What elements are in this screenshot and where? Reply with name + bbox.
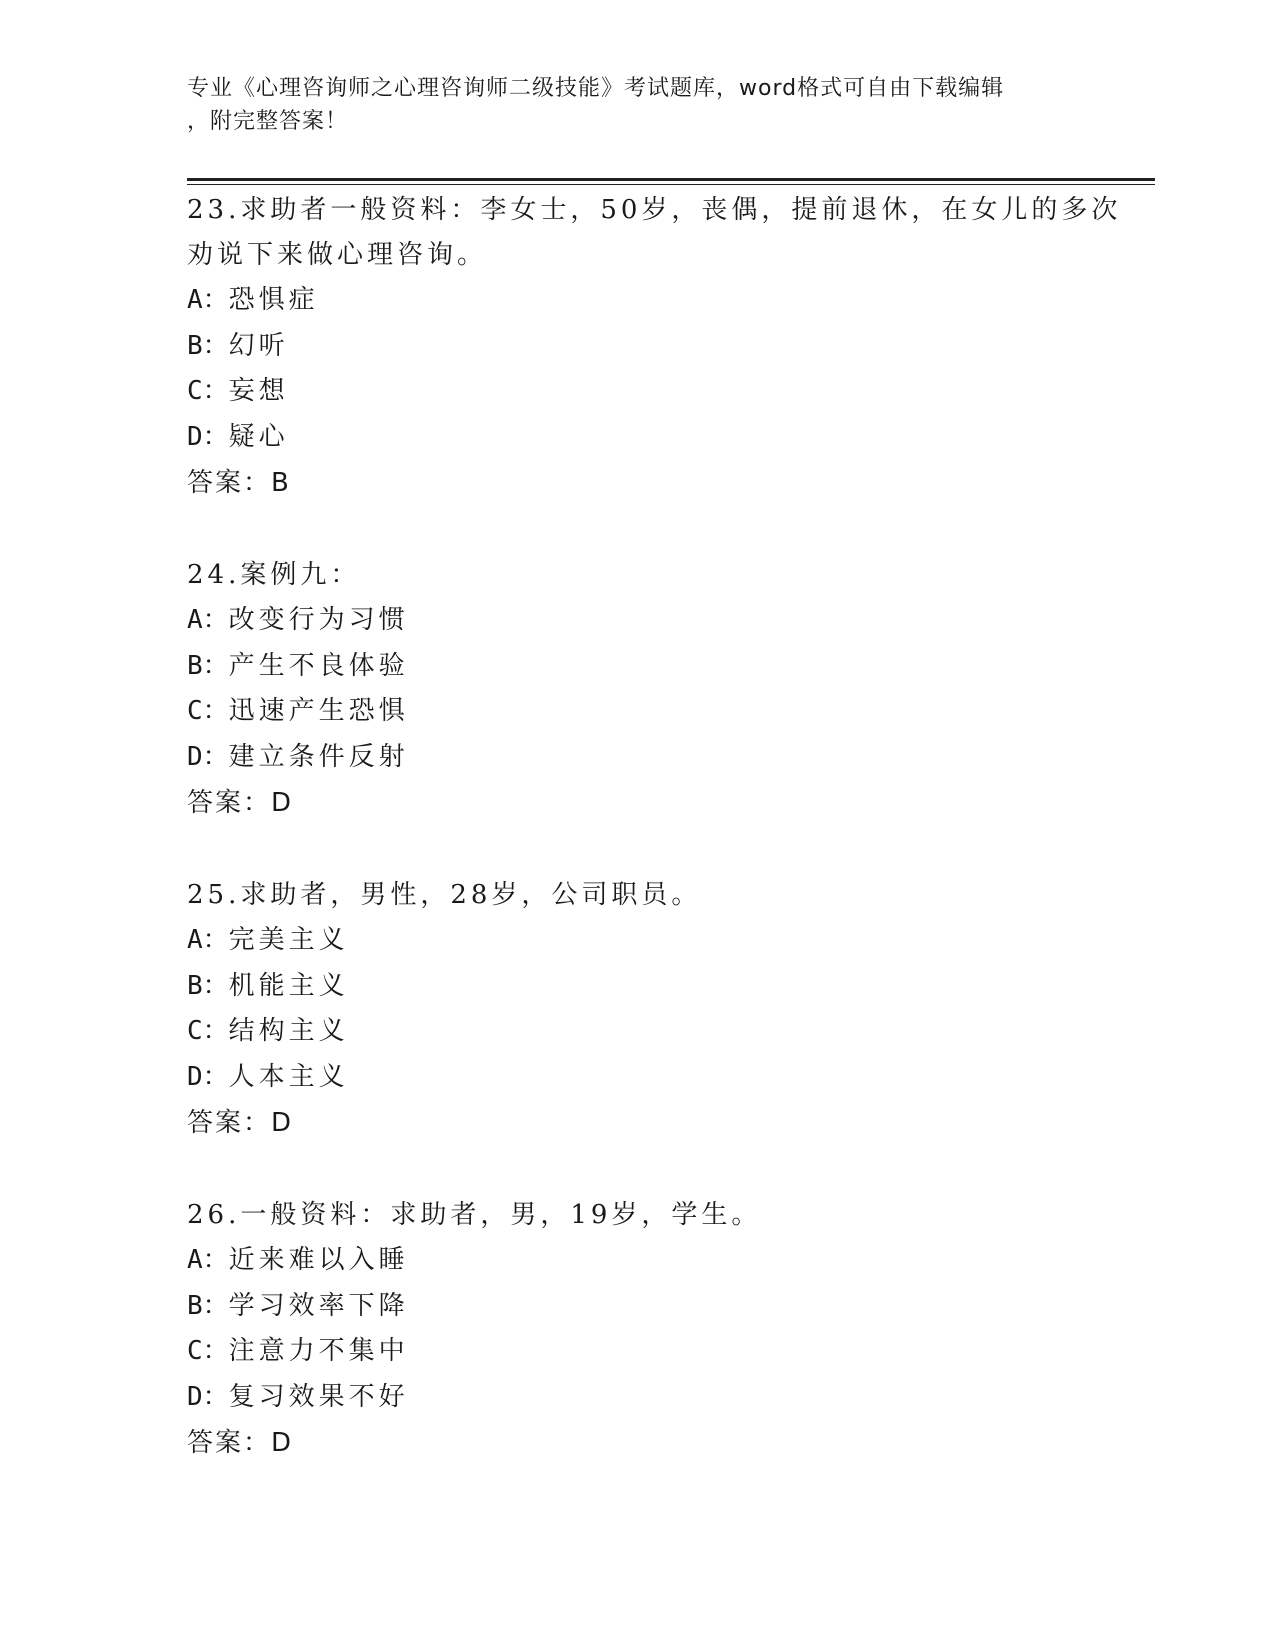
option-text: 人本主义	[228, 1061, 349, 1092]
option-text: 建立条件反射	[228, 741, 409, 772]
option-c	[187, 689, 1087, 735]
option-letter: D：	[187, 1061, 229, 1092]
option-letter: C：	[187, 1336, 229, 1366]
option-text: 妄想	[228, 376, 289, 406]
header-divider-thin	[187, 184, 1155, 185]
answer-line: 答案：D	[187, 1108, 294, 1138]
option-letter: A：	[187, 1245, 229, 1275]
option-d	[187, 1055, 1087, 1101]
option-d	[187, 1375, 1087, 1421]
header-title-line-1: 专业《心理咨询师之心理咨询师二级技能》考试题库，word格式可自由下载编辑	[187, 76, 1005, 101]
question-24	[187, 553, 1087, 826]
question-stem-line-1: 24.案例九：	[187, 560, 361, 590]
option-text: 产生不良体验	[228, 650, 409, 681]
question-26	[187, 1193, 1087, 1466]
question-stem-line-1: 23.求助者一般资料：李女士，50岁，丧偶，提前退休，在女儿的多次	[187, 195, 1122, 225]
option-letter: A：	[187, 605, 229, 635]
option-text: 幻听	[228, 330, 289, 361]
option-c	[187, 369, 1087, 415]
option-text: 复习效果不好	[228, 1381, 409, 1412]
option-b	[187, 324, 1087, 370]
option-a	[187, 278, 1087, 324]
option-a	[187, 1238, 1087, 1284]
option-text: 机能主义	[228, 970, 349, 1001]
option-c	[187, 1329, 1087, 1375]
option-letter: B：	[187, 650, 229, 681]
option-letter: B：	[187, 330, 229, 361]
option-letter: C：	[187, 696, 229, 726]
option-text: 迅速产生恐惧	[228, 696, 409, 726]
option-letter: B：	[187, 970, 229, 1001]
answer-line: 答案：D	[187, 788, 294, 818]
option-b	[187, 1284, 1087, 1330]
answer-line: 答案：B	[187, 468, 291, 498]
header-title-line-2: ，附完整答案！	[187, 109, 349, 134]
option-d	[187, 735, 1087, 781]
answer-line: 答案：D	[187, 1428, 294, 1458]
option-c	[187, 1009, 1087, 1055]
option-b	[187, 644, 1087, 690]
question-stem-line-2: 劝说下来做心理咨询。	[187, 240, 488, 270]
question-stem-line-1: 25.求助者，男性，28岁，公司职员。	[187, 880, 702, 910]
option-letter: A：	[187, 925, 229, 955]
header-divider-thick	[187, 178, 1155, 181]
option-d	[187, 415, 1087, 461]
option-text: 结构主义	[228, 1016, 349, 1046]
option-letter: D：	[187, 421, 229, 452]
question-stem-line-1: 26.一般资料：求助者，男，19岁，学生。	[187, 1200, 762, 1230]
option-a	[187, 598, 1087, 644]
option-a	[187, 918, 1087, 964]
option-letter: D：	[187, 741, 229, 772]
option-text: 疑心	[228, 421, 289, 452]
option-text: 注意力不集中	[228, 1336, 409, 1366]
option-text: 恐惧症	[228, 285, 319, 315]
question-25	[187, 873, 1087, 1146]
option-letter: B：	[187, 1290, 229, 1321]
option-text: 学习效率下降	[228, 1290, 409, 1321]
document-header	[187, 72, 1067, 138]
option-text: 完美主义	[228, 925, 349, 955]
option-b	[187, 964, 1087, 1010]
option-letter: C：	[187, 1016, 229, 1046]
option-letter: A：	[187, 285, 229, 315]
option-letter: C：	[187, 376, 229, 406]
option-text: 改变行为习惯	[228, 605, 409, 635]
option-text: 近来难以入睡	[228, 1245, 409, 1275]
question-23	[187, 188, 1122, 506]
option-letter: D：	[187, 1381, 229, 1412]
